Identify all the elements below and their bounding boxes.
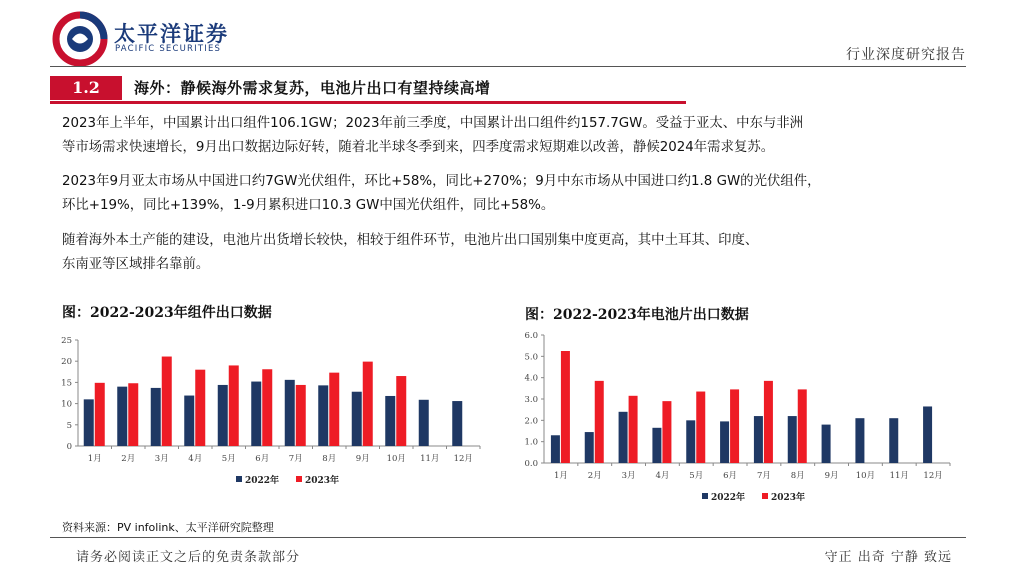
y-tick-label: 25: [61, 336, 72, 346]
bar-2023年-2月: [595, 381, 604, 463]
legend-swatch: [762, 493, 768, 499]
y-tick-label: 6.0: [524, 331, 538, 341]
bar-2022年-12月: [452, 401, 462, 446]
bar-2022年-8月: [318, 385, 328, 446]
legend-swatch: [296, 476, 302, 482]
x-tick-label: 8月: [322, 454, 337, 464]
bar-2022年-4月: [652, 428, 661, 463]
y-tick-label: 2.0: [524, 416, 538, 427]
bar-2022年-5月: [686, 420, 695, 463]
y-tick-label: 15: [61, 378, 72, 389]
y-tick-label: 0.0: [524, 459, 538, 469]
pacific-securities-logo-icon: [50, 8, 110, 68]
y-tick-label: 10: [61, 399, 72, 410]
bar-2022年-1月: [84, 399, 94, 446]
footer-motto: 守正 出奇 宁静 致远: [824, 550, 952, 565]
x-tick-label: 11月: [889, 471, 909, 481]
bar-2023年-6月: [262, 369, 272, 446]
x-tick-label: 9月: [824, 471, 839, 481]
x-tick-label: 4月: [188, 454, 203, 464]
bar-2022年-10月: [385, 396, 395, 446]
bar-2022年-1月: [551, 435, 560, 463]
legend-label: 2023年: [771, 493, 806, 503]
paragraph-line: 东南亚等区域排名靠前。: [62, 257, 210, 272]
legend-label: 2022年: [245, 476, 280, 486]
paragraph-1: [62, 112, 962, 160]
x-tick-label: 3月: [154, 454, 169, 464]
cell-export-chart: [522, 328, 962, 508]
bar-2022年-2月: [117, 387, 127, 446]
module-export-chart: [60, 328, 490, 498]
brand-name-cn: 太平洋证券: [114, 22, 229, 46]
bar-2022年-4月: [184, 396, 194, 446]
x-tick-label: 8月: [790, 471, 805, 481]
x-tick-label: 11月: [420, 454, 440, 464]
bar-2023年-8月: [329, 373, 339, 446]
report-type-label: 行业深度研究报告: [846, 47, 966, 63]
bar-2023年-3月: [162, 357, 172, 446]
bar-2022年-9月: [822, 425, 831, 463]
y-tick-label: 3.0: [524, 395, 538, 405]
section-heading: [50, 76, 686, 100]
bar-2023年-7月: [296, 385, 306, 446]
bar-2022年-11月: [889, 418, 898, 463]
chart-title-modules: 图：2022-2023年组件出口数据: [62, 305, 272, 321]
x-tick-label: 10月: [855, 471, 876, 481]
x-tick-label: 7月: [288, 454, 303, 464]
y-tick-label: 20: [61, 357, 72, 368]
paragraph-line: 2023年上半年，中国累计出口组件106.1GW；2023年前三季度，中国累计出口组件约157.7GW。受益于亚太、中东与非洲: [62, 116, 804, 131]
legend-label: 2023年: [305, 476, 340, 486]
bar-2022年-3月: [619, 412, 628, 463]
paragraph-3: [62, 229, 962, 277]
x-tick-label: 6月: [255, 454, 270, 464]
section-underline: [50, 101, 686, 104]
brand-name-en: PACIFIC SECURITIES: [115, 44, 222, 54]
paragraph-line: 随着海外本土产能的建设，电池片出货增长较快，相较于组件环节，电池片出口国别集中度更高，其中土耳其、印度、: [62, 233, 759, 248]
x-tick-label: 9月: [355, 454, 370, 464]
bar-2023年-3月: [629, 396, 638, 463]
bar-2022年-7月: [754, 416, 763, 463]
paragraph-line: 等市场需求快速增长，9月出口数据边际好转，随着北半球冬季到来，四季度需求短期难以改善，静候2024年需求复苏。: [62, 140, 775, 155]
bar-2023年-8月: [798, 389, 807, 463]
bar-2022年-3月: [151, 388, 161, 446]
bar-2022年-10月: [855, 418, 864, 463]
bar-2023年-2月: [128, 383, 138, 446]
y-tick-label: 0: [66, 442, 72, 452]
x-tick-label: 10月: [386, 454, 406, 464]
x-tick-label: 3月: [621, 471, 636, 481]
x-tick-label: 2月: [121, 454, 136, 464]
bar-2023年-7月: [764, 381, 773, 463]
legend-swatch: [236, 476, 242, 482]
bar-2022年-2月: [585, 432, 594, 463]
bar-2023年-10月: [396, 376, 406, 446]
bar-2023年-1月: [95, 383, 105, 446]
bar-2022年-8月: [788, 416, 797, 463]
bar-2022年-11月: [419, 400, 429, 446]
bar-2023年-4月: [662, 401, 671, 463]
bar-2023年-5月: [696, 392, 705, 463]
bar-2022年-5月: [218, 385, 228, 446]
header-divider: [50, 66, 966, 67]
x-tick-label: 5月: [221, 454, 236, 464]
bar-2023年-1月: [561, 351, 570, 463]
paragraph-line: 2023年9月亚太市场从中国进口约7GW光伏组件，环比+58%，同比+270%；9月中东市场从中国进口约1.8 GW的光伏组件，: [62, 174, 821, 189]
x-tick-label: 6月: [723, 471, 738, 481]
paragraph-2: [62, 170, 962, 218]
chart-title-cells: 图：2022-2023年电池片出口数据: [525, 307, 749, 323]
bar-2022年-7月: [285, 380, 295, 446]
legend-swatch: [702, 493, 708, 499]
bar-2022年-6月: [251, 382, 261, 446]
bar-2022年-9月: [352, 392, 362, 446]
section-title: 海外：静候海外需求复苏，电池片出口有望持续高增: [134, 79, 491, 97]
bar-2023年-5月: [229, 365, 239, 446]
section-number: 1.2: [50, 76, 122, 100]
x-tick-label: 5月: [689, 471, 704, 481]
y-tick-label: 5.0: [524, 352, 538, 363]
footer-divider: [50, 537, 966, 538]
y-tick-label: 5: [66, 420, 72, 431]
x-tick-label: 7月: [756, 471, 771, 481]
x-tick-label: 1月: [87, 454, 102, 464]
x-tick-label: 2月: [587, 471, 602, 481]
bar-2022年-12月: [923, 406, 932, 463]
y-tick-label: 1.0: [524, 437, 538, 448]
footer-disclaimer: 请务必阅读正文之后的免责条款部分: [76, 550, 301, 565]
paragraph-line: 环比+19%，同比+139%，1-9月累积进口10.3 GW中国光伏组件，同比+58%。: [62, 198, 555, 213]
x-tick-label: 1月: [553, 471, 568, 481]
x-tick-label: 12月: [923, 471, 943, 481]
x-tick-label: 12月: [453, 454, 473, 464]
bar-2023年-9月: [363, 362, 373, 446]
source-note: 资料来源：PV infolink、太平洋研究院整理: [62, 521, 274, 534]
bar-2023年-6月: [730, 389, 739, 463]
bar-2022年-6月: [720, 421, 729, 463]
legend-label: 2022年: [711, 493, 746, 503]
bar-2023年-4月: [195, 370, 205, 446]
y-tick-label: 4.0: [524, 373, 538, 384]
x-tick-label: 4月: [655, 471, 670, 481]
